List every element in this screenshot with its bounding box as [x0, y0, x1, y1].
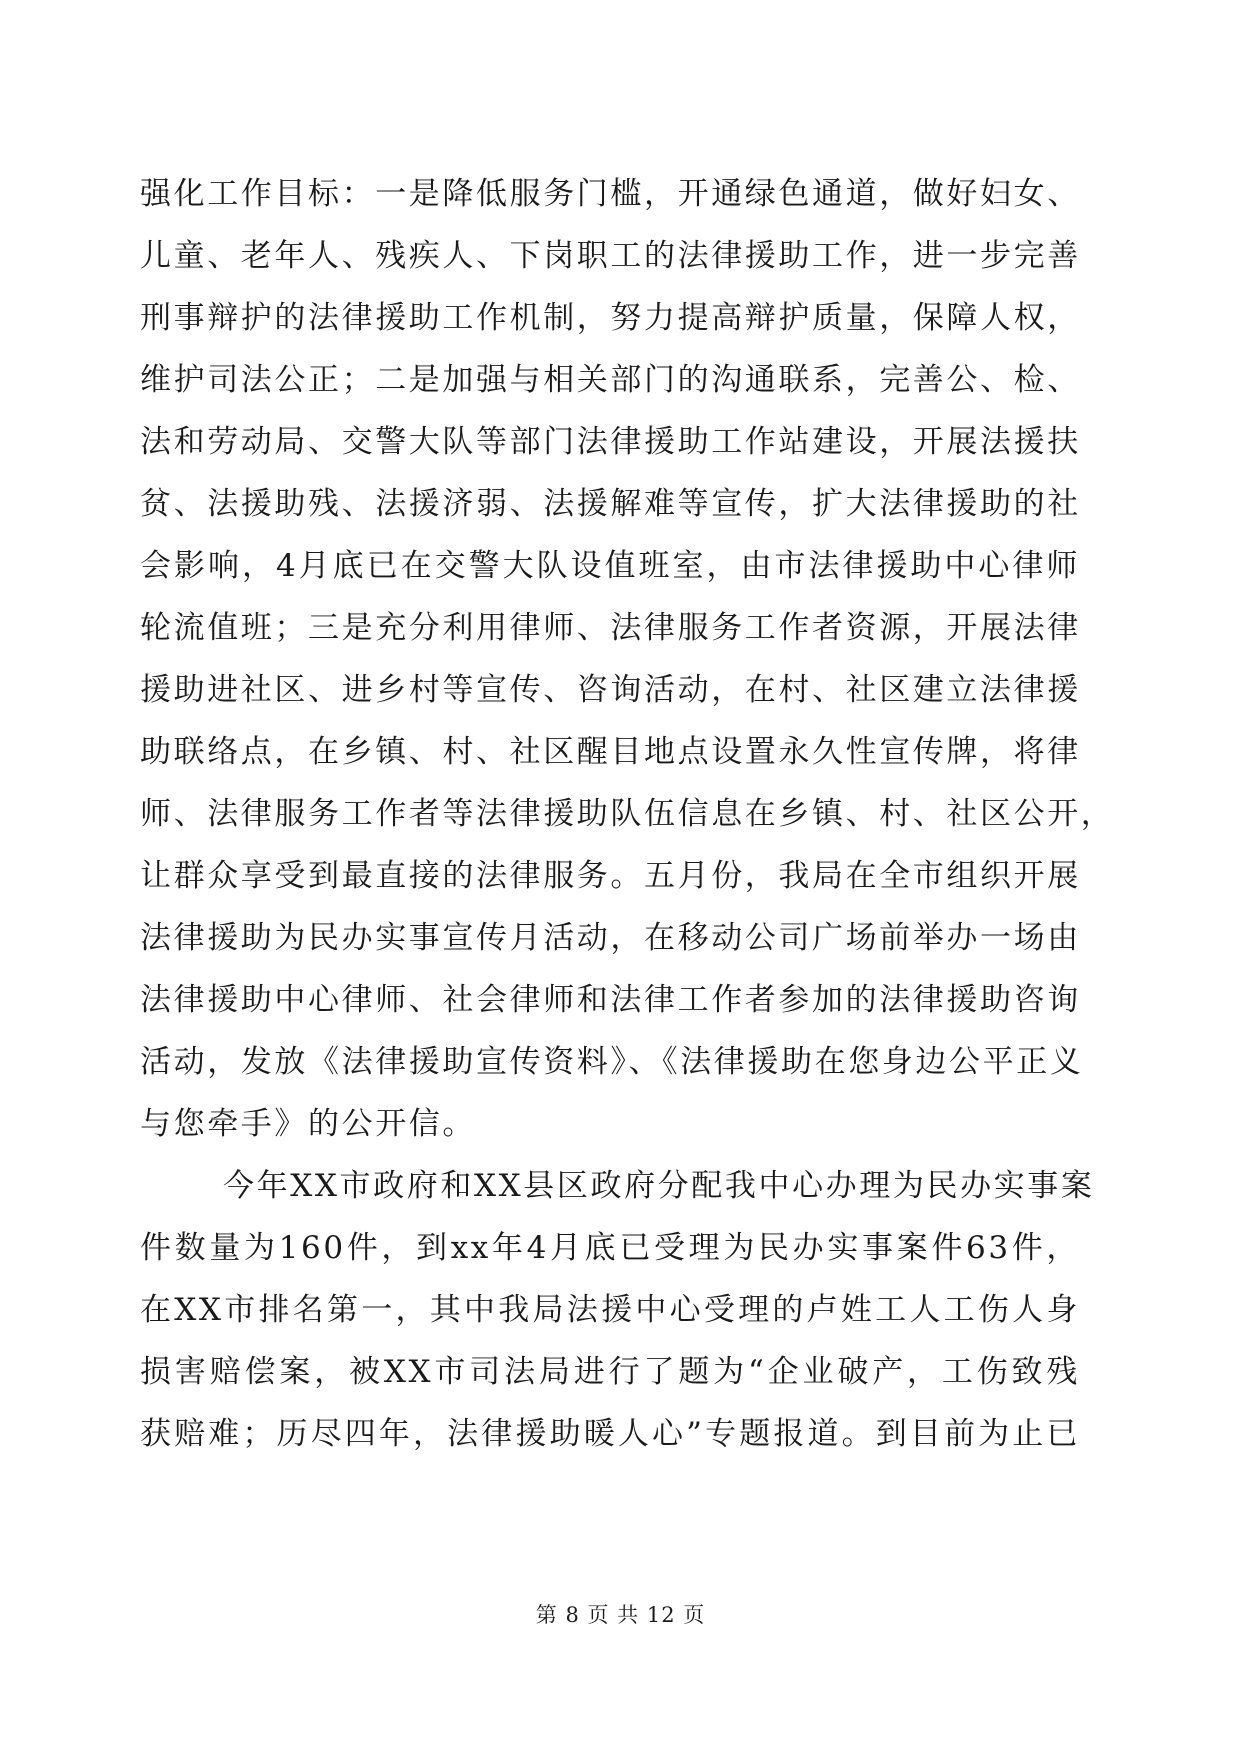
body-text — [140, 163, 1115, 1465]
text-line: 法和劳动局、交警大队等部门法律援助工作站建设，开展法援扶 — [140, 424, 1081, 460]
text-line: 法律援助为民办实事宣传月活动，在移动公司广场前举办一场由 — [140, 920, 1081, 956]
text-line: 强化工作目标：一是降低服务门槛，开通绿色通道，做好妇女、 — [140, 176, 1081, 212]
text-line: 会影响，4月底已在交警大队设值班室，由市法律援助中心律师 — [140, 548, 1080, 584]
page-number-label: 第 8 页 共 12 页 — [535, 1603, 706, 1627]
text-line: 法律援助中心律师、社会律师和法律工作者参加的法律援助咨询 — [140, 982, 1081, 1018]
paragraph-1 — [140, 163, 1115, 1155]
text-line: 让群众享受到最直接的法律服务。五月份，我局在全市组织开展 — [140, 858, 1081, 894]
text-line: 与您牵手》的公开信。 — [140, 1106, 476, 1142]
text-line: 损害赔偿案，被XX市司法局进行了题为“企业破产，工伤致残 — [140, 1354, 1080, 1390]
text-line: 今年XX市政府和XX县区政府分配我中心办理为民办实事案 — [223, 1168, 1095, 1204]
text-line: 刑事辩护的法律援助工作机制，努力提高辩护质量，保障人权， — [140, 300, 1081, 336]
text-line: 获赔难；历尽四年，法律援助暖人心”专题报道。到目前为止已 — [140, 1416, 1080, 1452]
text-line: 贫、法援助残、法援济弱、法援解难等宣传，扩大法律援助的社 — [140, 486, 1081, 522]
paragraph-2 — [140, 1155, 1095, 1465]
text-line: 维护司法公正；二是加强与相关部门的沟通联系，完善公、检、 — [140, 362, 1081, 398]
text-line: 活动，发放《法律援助宣传资料》、《法律援助在您身边公平正义 — [140, 1044, 1084, 1080]
text-line: 在XX市排名第一，其中我局法援中心受理的卢姓工人工伤人身 — [140, 1292, 1080, 1328]
text-line: 师、法律服务工作者等法律援助队伍信息在乡镇、村、社区公开， — [140, 796, 1115, 832]
text-line: 轮流值班；三是充分利用律师、法律服务工作者资源，开展法律 — [140, 610, 1081, 646]
text-line: 件数量为160件，到xx年4月底已受理为民办实事案件63件， — [140, 1230, 1080, 1266]
text-line: 助联络点，在乡镇、村、社区醒目地点设置永久性宣传牌，将律 — [140, 734, 1081, 770]
text-line: 援助进社区、进乡村等宣传、咨询活动，在村、社区建立法律援 — [140, 672, 1081, 708]
page-footer — [0, 1600, 1241, 1630]
text-line: 儿童、老年人、残疾人、下岗职工的法律援助工作，进一步完善 — [140, 238, 1081, 274]
